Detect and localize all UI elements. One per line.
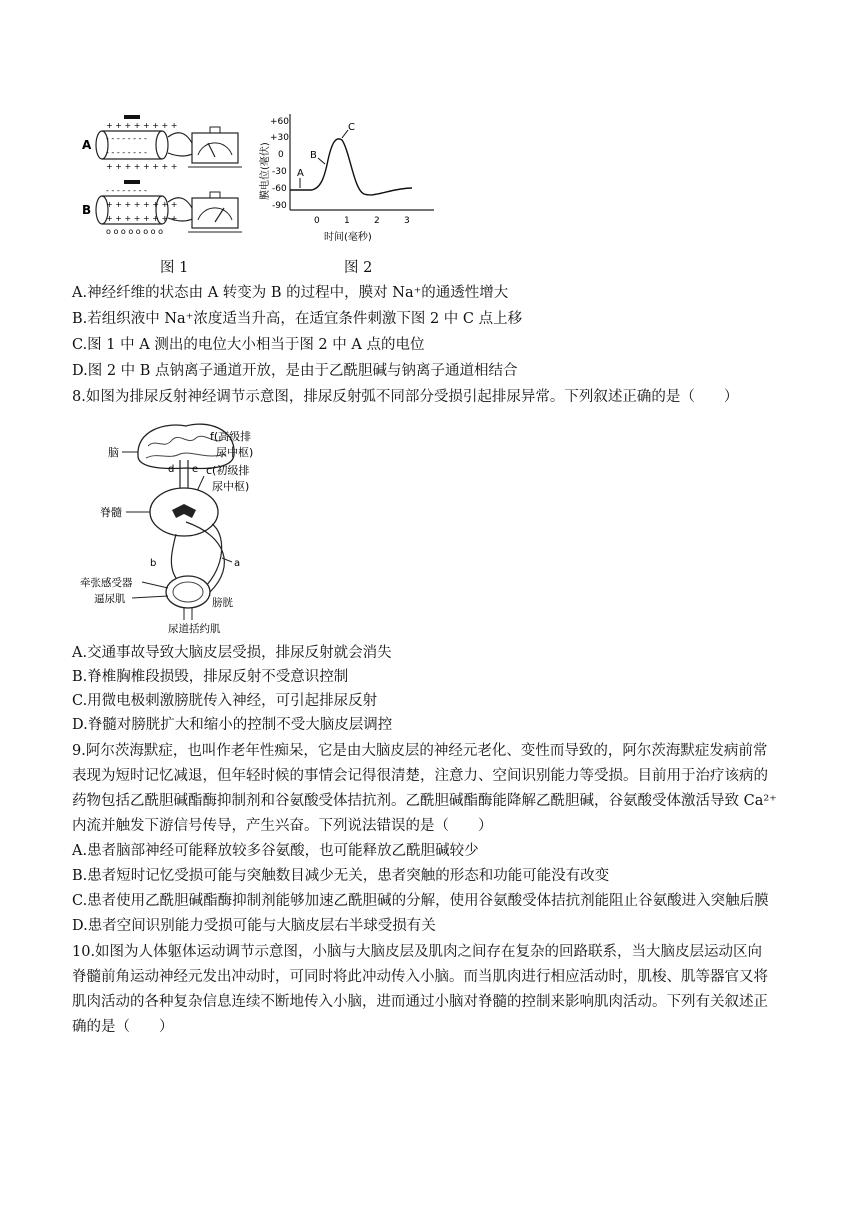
q9-option-b: B.患者短时记忆受损可能与突触数目减少无关，患者突触的形态和功能可能没有改变 [72,868,610,884]
xtick-2: 2 [374,216,380,226]
svg-text:- - - - - - - -: - - - - - - - - [106,186,147,195]
detrusor-label: 逼尿肌 [94,593,126,605]
urination-reflex-diagram [76,416,296,636]
c-label-line2: 尿中枢) [212,480,250,493]
q9-option-a: A.患者脑部神经可能释放较多谷氨酸，也可能释放乙酰胆碱较少 [72,843,479,859]
figure-1-caption: 图 1 [160,260,189,276]
d-label: d [168,464,175,475]
nerve-fiber-diagram [74,95,254,245]
svg-text:+ + + + + + + +: + + + + + + + + [106,121,178,130]
svg-text:- - - - - - - -: - - - - - - - - [106,148,147,157]
figure-1 [74,95,254,245]
xtick-0: 0 [314,216,320,226]
f-label-line1: f(高级排 [210,430,252,443]
q9-option-d: D.患者空间识别能力受损可能与大脑皮层右半球受损有关 [72,918,436,934]
q8-option-c: C.用微电极刺激膀胱传入神经，可引起排尿反射 [72,693,378,709]
b-label: b [150,558,157,569]
xtick-3: 3 [404,216,410,226]
svg-text:- - - - - - - -: - - - - - - - - [106,134,147,143]
q7-option-a: A.神经纤维的状态由 A 转变为 B 的过程中，膜对 Na⁺的通透性增大 [72,285,509,301]
brain-label: 脑 [108,446,119,459]
figure-2-caption: 图 2 [344,260,373,276]
ytick-30: +30 [270,133,289,143]
c-label-line1: c(初级排 [206,464,250,477]
q10-stem-line2: 脊髓前角运动神经元发出冲动时，可同时将此冲动传入小脑。而当肌肉进行相应活动时，肌梭、肌等器官又将 [72,969,768,985]
svg-text:+ + + + + + + +: + + + + + + + + [106,200,178,209]
ytick-60: +60 [270,117,289,127]
q8-option-d: D.脊髓对膀胱扩大和缩小的控制不受大脑皮层调控 [72,717,393,733]
ytick-n30: -30 [272,167,287,177]
sphincter-label: 尿道括约肌 [168,623,221,635]
q8-option-a: A.交通事故导致大脑皮层受损，排尿反射就会消失 [72,645,392,661]
q9-option-c: C.患者使用乙酰胆碱酯酶抑制剂能够加速乙酰胆碱的分解，使用谷氨酸受体拮抗剂能阻止谷氨酸进入突触后膜 [72,893,769,909]
xtick-1: 1 [344,216,350,226]
q10-stem-line3: 肌肉活动的各种复杂信息连续不断地传入小脑，进而通过小脑对脊髓的控制来影响肌肉活动。下列有关叙述正 [72,994,768,1010]
a-label: a [234,558,241,569]
point-c-label: C [348,122,355,133]
membrane-potential-graph [262,100,442,248]
q7-option-d: D.图 2 中 B 点钠离子通道开放，是由于乙酰胆碱与钠离子通道相结合 [72,363,518,379]
q9-stem-line3: 药物包括乙酰胆碱酯酶抑制剂和谷氨酸受体拮抗剂。乙酰胆碱酯酶能降解乙酰胆碱，谷氨酸受体激活导致 Ca²⁺ [72,793,777,809]
bladder-label: 膀胱 [212,597,233,609]
q7-option-c: C.图 1 中 A 测出的电位大小相当于图 2 中 A 点的电位 [72,337,425,353]
receptor-label: 牵张感受器 [80,577,133,589]
ytick-0: 0 [278,150,284,160]
fig2-ylabel: 膜电位(毫伏) [260,142,271,200]
point-b-label: B [310,150,317,161]
fig1-label-b: B [82,203,92,217]
e-label: e [192,464,199,475]
q8-option-b: B.脊椎胸椎段损毁，排尿反射不受意识控制 [72,669,349,685]
svg-text:+ + + + + + + +: + + + + + + + + [106,214,178,223]
svg-text:o o o o o o o o: o o o o o o o o [106,227,163,236]
figure-urination-reflex [76,416,296,636]
point-a-label: A [297,168,304,179]
fig1-label-a: A [82,138,92,152]
f-label-line2: 尿中枢) [216,446,254,459]
fig2-xlabel: 时间(毫秒) [324,232,372,243]
q8-stem: 8.如图为排尿反射神经调节示意图，排尿反射弧不同部分受损引起排尿异常。下列叙述正确的是（ ） [72,389,739,405]
q9-stem-line2: 表现为短时记忆减退，但年轻时候的事情会记得很清楚，注意力、空间识别能力等受损。目前用于治疗该病的 [72,768,768,784]
ytick-n90: -90 [272,201,287,211]
q9-stem-line4: 内流并触发下游信号传导，产生兴奋。下列说法错误的是（ ） [72,818,493,834]
figure-2 [262,100,442,248]
spinal-label: 脊髓 [100,506,122,519]
ytick-n60: -60 [272,184,287,194]
q7-option-b: B.若组织液中 Na⁺浓度适当升高，在适宜条件刺激下图 2 中 C 点上移 [72,311,523,327]
q10-stem-line1: 10.如图为人体躯体运动调节示意图，小脑与大脑皮层及肌肉之间存在复杂的回路联系，当大脑皮层运动区向 [72,944,763,960]
q10-stem-line4: 确的是（ ） [72,1019,174,1035]
q9-stem-line1: 9.阿尔茨海默症，也叫作老年性痴呆，它是由大脑皮层的神经元老化、变性而导致的，阿尔茨海默症发病前常 [72,743,768,759]
svg-text:+ + + + + + + +: + + + + + + + + [106,162,178,171]
